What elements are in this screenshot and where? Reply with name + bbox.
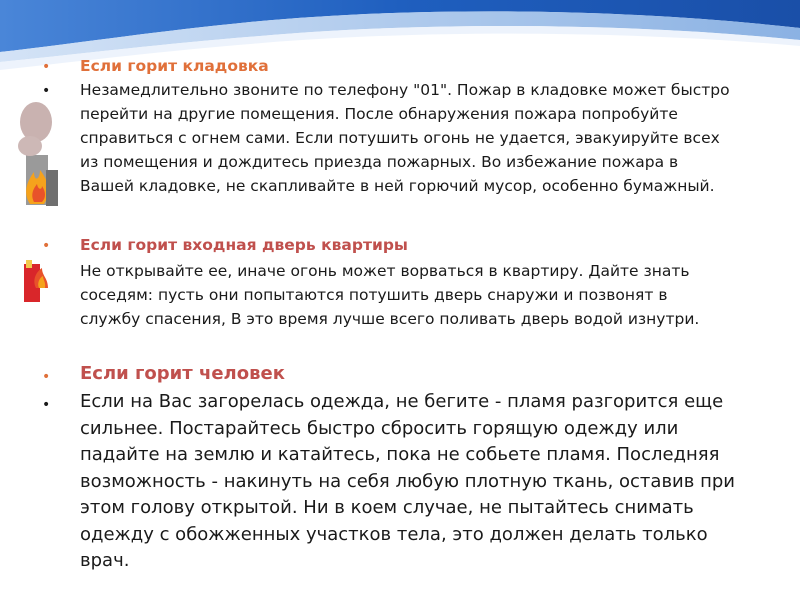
bullet-icon: •	[42, 397, 51, 413]
section-heading-storage: Если горит кладовка	[80, 57, 269, 75]
section-heading-door: Если горит входная дверь квартиры	[80, 236, 408, 254]
bullet-icon: •	[42, 83, 51, 99]
section-text-person: Если на Вас загорелась одежда, не бегите - пламя разгорится еще сильнее. Постарайтесь быстро сбросить горящую одежду или падайте на землю и катайтесь, пока не собьете пламя. Последняя возможность - накинуть на себя любую плотную ткань, оставив при этом голову открытой. Ни в коем случае, не пытайтесь снимать одежду с обожженных участков тела, это должен делать только врач.	[80, 391, 735, 571]
bullet-icon: •	[42, 369, 51, 385]
section-text-door: Не открывайте ее, иначе огонь может ворваться в квартиру. Дайте знать соседям: пусть они попытаются потушить дверь снаружи и позвонят в службу спасения, В это время лучше всего поливать дверь водой изнутри.	[80, 262, 700, 328]
section-person-heading-row	[42, 361, 742, 388]
section-heading-person: Если горит человек	[80, 363, 285, 384]
section-person-text-row	[42, 389, 742, 579]
bullet-icon: •	[42, 238, 51, 254]
bullet-icon: •	[42, 59, 51, 75]
section-text-storage: Незамедлительно звоните по телефону "01". Пожар в кладовке может быстро перейти на другие помещения. После обнаружения пожара попробуйте справиться с огнем сами. Если потушить огонь не удается, эвакуируйте всех из помещения и дождитесь приезда пожарных. Во избежание пожара в Вашей кладовке, не скапливайте в ней горючий мусор, особенно бумажный.	[80, 81, 730, 195]
section-storage-heading-row	[42, 54, 742, 78]
section-door-heading-row	[42, 233, 742, 257]
section-storage-text-row	[42, 78, 742, 228]
section-door-text-row	[42, 259, 742, 359]
